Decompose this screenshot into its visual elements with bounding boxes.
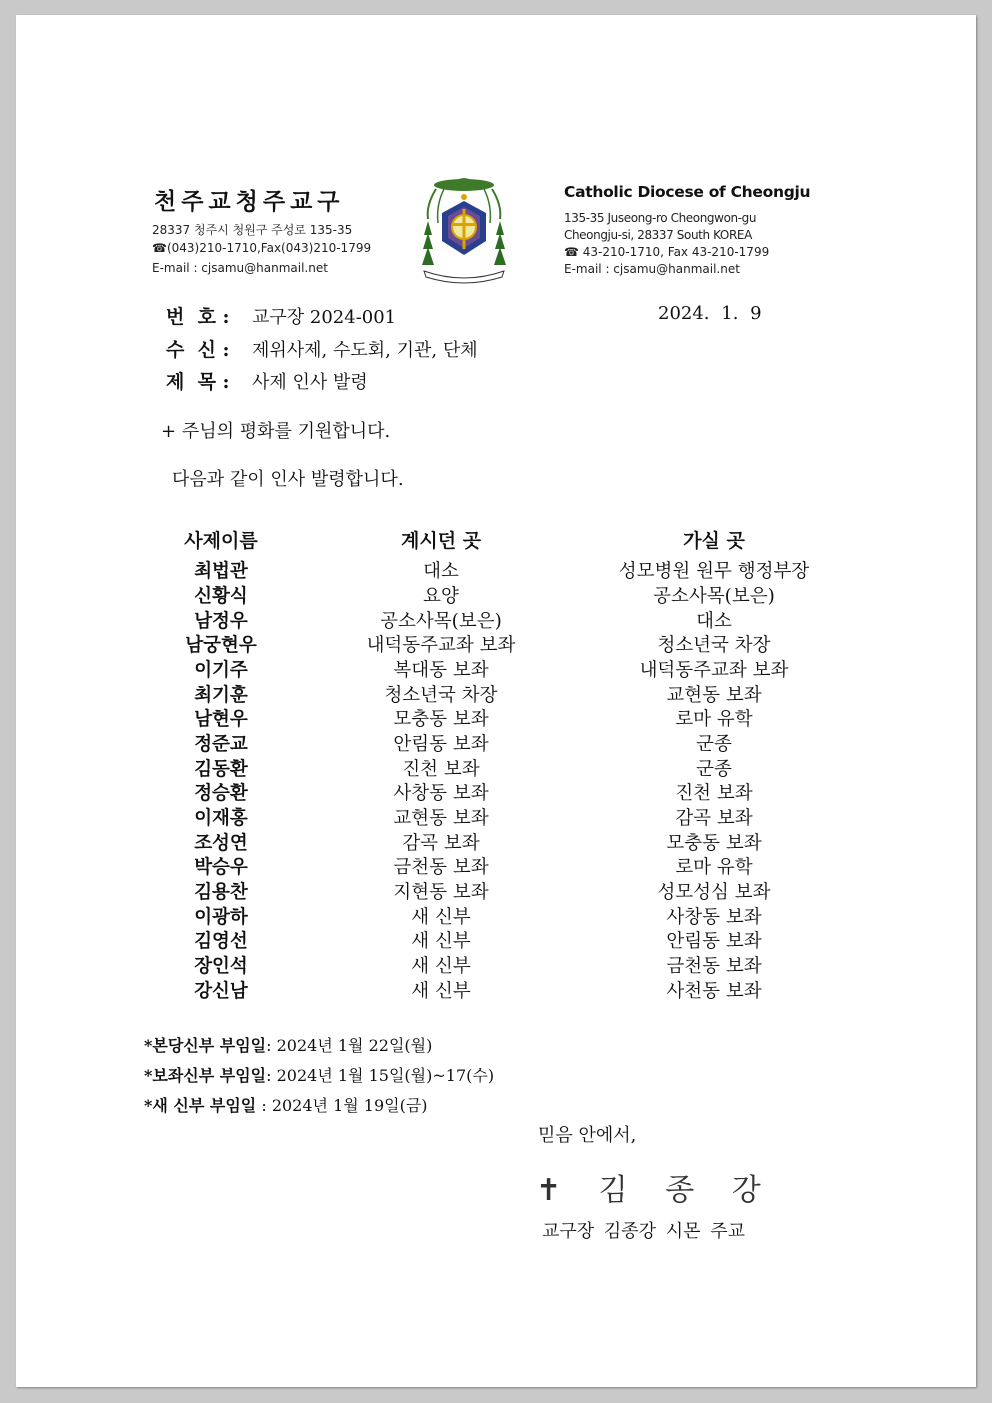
- table-row: [16, 977, 976, 1002]
- new-post: 군종: [696, 734, 732, 755]
- priest-name: 최기훈: [194, 685, 248, 706]
- note-label: *새 신부 부임일: [144, 1096, 257, 1115]
- closing-text: 믿음 안에서,: [538, 1125, 637, 1146]
- header-new-post: 가실 곳: [683, 530, 745, 552]
- english-email: E-mail : cjsamu@hanmail.net: [564, 262, 740, 276]
- priest-name: 남궁현우: [185, 635, 257, 656]
- note-parish-priest-date: [144, 1033, 432, 1056]
- priest-name: 신황식: [194, 586, 248, 607]
- english-phone: ☎ 43-210-1710, Fax 43-210-1799: [564, 245, 770, 259]
- previous-post: 사창동 보좌: [393, 783, 489, 804]
- subject-value: 사제 인사 발령: [252, 372, 368, 393]
- priest-name: 강신남: [194, 981, 248, 1002]
- new-post: 공소사목(보은): [653, 586, 775, 607]
- recipient-label: 수 신 :: [166, 339, 230, 361]
- previous-post: 새 신부: [411, 981, 471, 1002]
- table-row: [16, 829, 976, 854]
- previous-post: 청소년국 차장: [384, 685, 498, 706]
- previous-post: 지현동 보좌: [393, 882, 489, 903]
- table-row: [16, 656, 976, 681]
- diocese-crest-emblem: [414, 175, 514, 287]
- new-post: 금천동 보좌: [666, 956, 762, 977]
- new-post: 모충동 보좌: [666, 833, 762, 854]
- priest-name: 조성연: [194, 833, 248, 854]
- new-post: 진천 보좌: [675, 783, 753, 804]
- number-value: 교구장 2024-001: [252, 307, 397, 328]
- new-post: 성모병원 원무 행정부장: [618, 561, 810, 582]
- document-date: 2024. 1. 9: [658, 303, 762, 324]
- korean-phone: ☎(043)210-1710,Fax(043)210-1799: [152, 241, 372, 255]
- note-assistant-priest-date: [144, 1063, 494, 1086]
- table-row: [16, 582, 976, 607]
- table-row: [16, 755, 976, 780]
- priest-name: 장인석: [194, 956, 248, 977]
- note-new-priest-date: [144, 1093, 428, 1116]
- priest-name: 정승환: [194, 783, 248, 804]
- new-post: 교현동 보좌: [666, 685, 762, 706]
- previous-post: 모충동 보좌: [393, 709, 489, 730]
- new-post: 감곡 보좌: [675, 808, 753, 829]
- new-post: 내덕동주교좌 보좌: [639, 660, 789, 681]
- new-post: 사창동 보좌: [666, 907, 762, 928]
- new-post: 대소: [696, 611, 732, 632]
- table-row: [16, 779, 976, 804]
- table-row: [16, 607, 976, 632]
- table-row: [16, 878, 976, 903]
- korean-address: 28337 청주시 청원구 주성로 135-35: [152, 223, 353, 237]
- signature: ✝ 김 종 강: [536, 1173, 775, 1208]
- priest-name: 남정우: [194, 611, 248, 632]
- diocese-korean-title: 천주교청주교구: [154, 189, 345, 215]
- previous-post: 새 신부: [411, 907, 471, 928]
- priest-name: 정준교: [194, 734, 248, 755]
- priest-name: 박승우: [194, 857, 248, 878]
- table-row: [16, 903, 976, 928]
- previous-post: 새 신부: [411, 956, 471, 977]
- priest-name: 최법관: [194, 561, 248, 582]
- intro-text: 다음과 같이 인사 발령합니다.: [172, 469, 404, 490]
- recipient-value: 제위사제, 수도회, 기관, 단체: [252, 340, 478, 361]
- table-row: [16, 730, 976, 755]
- english-address-line2: Cheongju-si, 28337 South KOREA: [564, 228, 752, 242]
- previous-post: 공소사목(보은): [380, 611, 502, 632]
- priest-name: 김용찬: [194, 882, 248, 903]
- note-value: : 2024년 1월 19일(금): [256, 1096, 428, 1115]
- table-row: [16, 681, 976, 706]
- signer-title: 교구장 김종강 시몬 주교: [542, 1221, 746, 1242]
- new-post: 청소년국 차장: [657, 635, 771, 656]
- new-post: 안림동 보좌: [666, 931, 762, 952]
- header-priest-name: 사제이름: [184, 530, 258, 552]
- table-row: [16, 853, 976, 878]
- previous-post: 요양: [423, 586, 459, 607]
- new-post: 군종: [696, 759, 732, 780]
- note-label: *본당신부 부임일: [144, 1036, 267, 1055]
- new-post: 성모성심 보좌: [657, 882, 771, 903]
- subject-label: 제 목 :: [166, 371, 230, 393]
- table-row: [16, 804, 976, 829]
- priest-name: 이광하: [194, 907, 248, 928]
- new-post: 로마 유학: [675, 709, 753, 730]
- previous-post: 교현동 보좌: [393, 808, 489, 829]
- note-value: : 2024년 1월 15일(월)~17(수): [266, 1066, 495, 1085]
- table-row: [16, 952, 976, 977]
- note-value: : 2024년 1월 22일(월): [266, 1036, 433, 1055]
- korean-email: E-mail : cjsamu@hanmail.net: [152, 261, 328, 275]
- priest-name: 남현우: [194, 709, 248, 730]
- priest-name: 김동환: [194, 759, 248, 780]
- previous-post: 새 신부: [411, 931, 471, 952]
- new-post: 사천동 보좌: [666, 981, 762, 1002]
- table-row: [16, 557, 976, 582]
- previous-post: 복대동 보좌: [393, 660, 489, 681]
- previous-post: 안림동 보좌: [393, 734, 489, 755]
- priest-name: 이기주: [194, 660, 248, 681]
- table-row: [16, 631, 976, 656]
- header-previous-post: 계시던 곳: [400, 530, 482, 552]
- previous-post: 금천동 보좌: [393, 857, 489, 878]
- note-label: *보좌신부 부임일: [144, 1066, 267, 1085]
- english-address-line1: 135-35 Juseong-ro Cheongwon-gu: [564, 211, 757, 225]
- previous-post: 대소: [423, 561, 459, 582]
- priest-name: 김영선: [194, 931, 248, 952]
- new-post: 로마 유학: [675, 857, 753, 878]
- previous-post: 감곡 보좌: [402, 833, 480, 854]
- table-row: [16, 927, 976, 952]
- number-label: 번 호 :: [166, 306, 230, 328]
- priest-name: 이재홍: [194, 808, 248, 829]
- table-row: [16, 705, 976, 730]
- previous-post: 진천 보좌: [402, 759, 480, 780]
- greeting-text: + 주님의 평화를 기원합니다.: [161, 421, 391, 442]
- document-page: [16, 15, 976, 1387]
- previous-post: 내덕동주교좌 보좌: [366, 635, 516, 656]
- diocese-english-title: Catholic Diocese of Cheongju: [564, 183, 811, 201]
